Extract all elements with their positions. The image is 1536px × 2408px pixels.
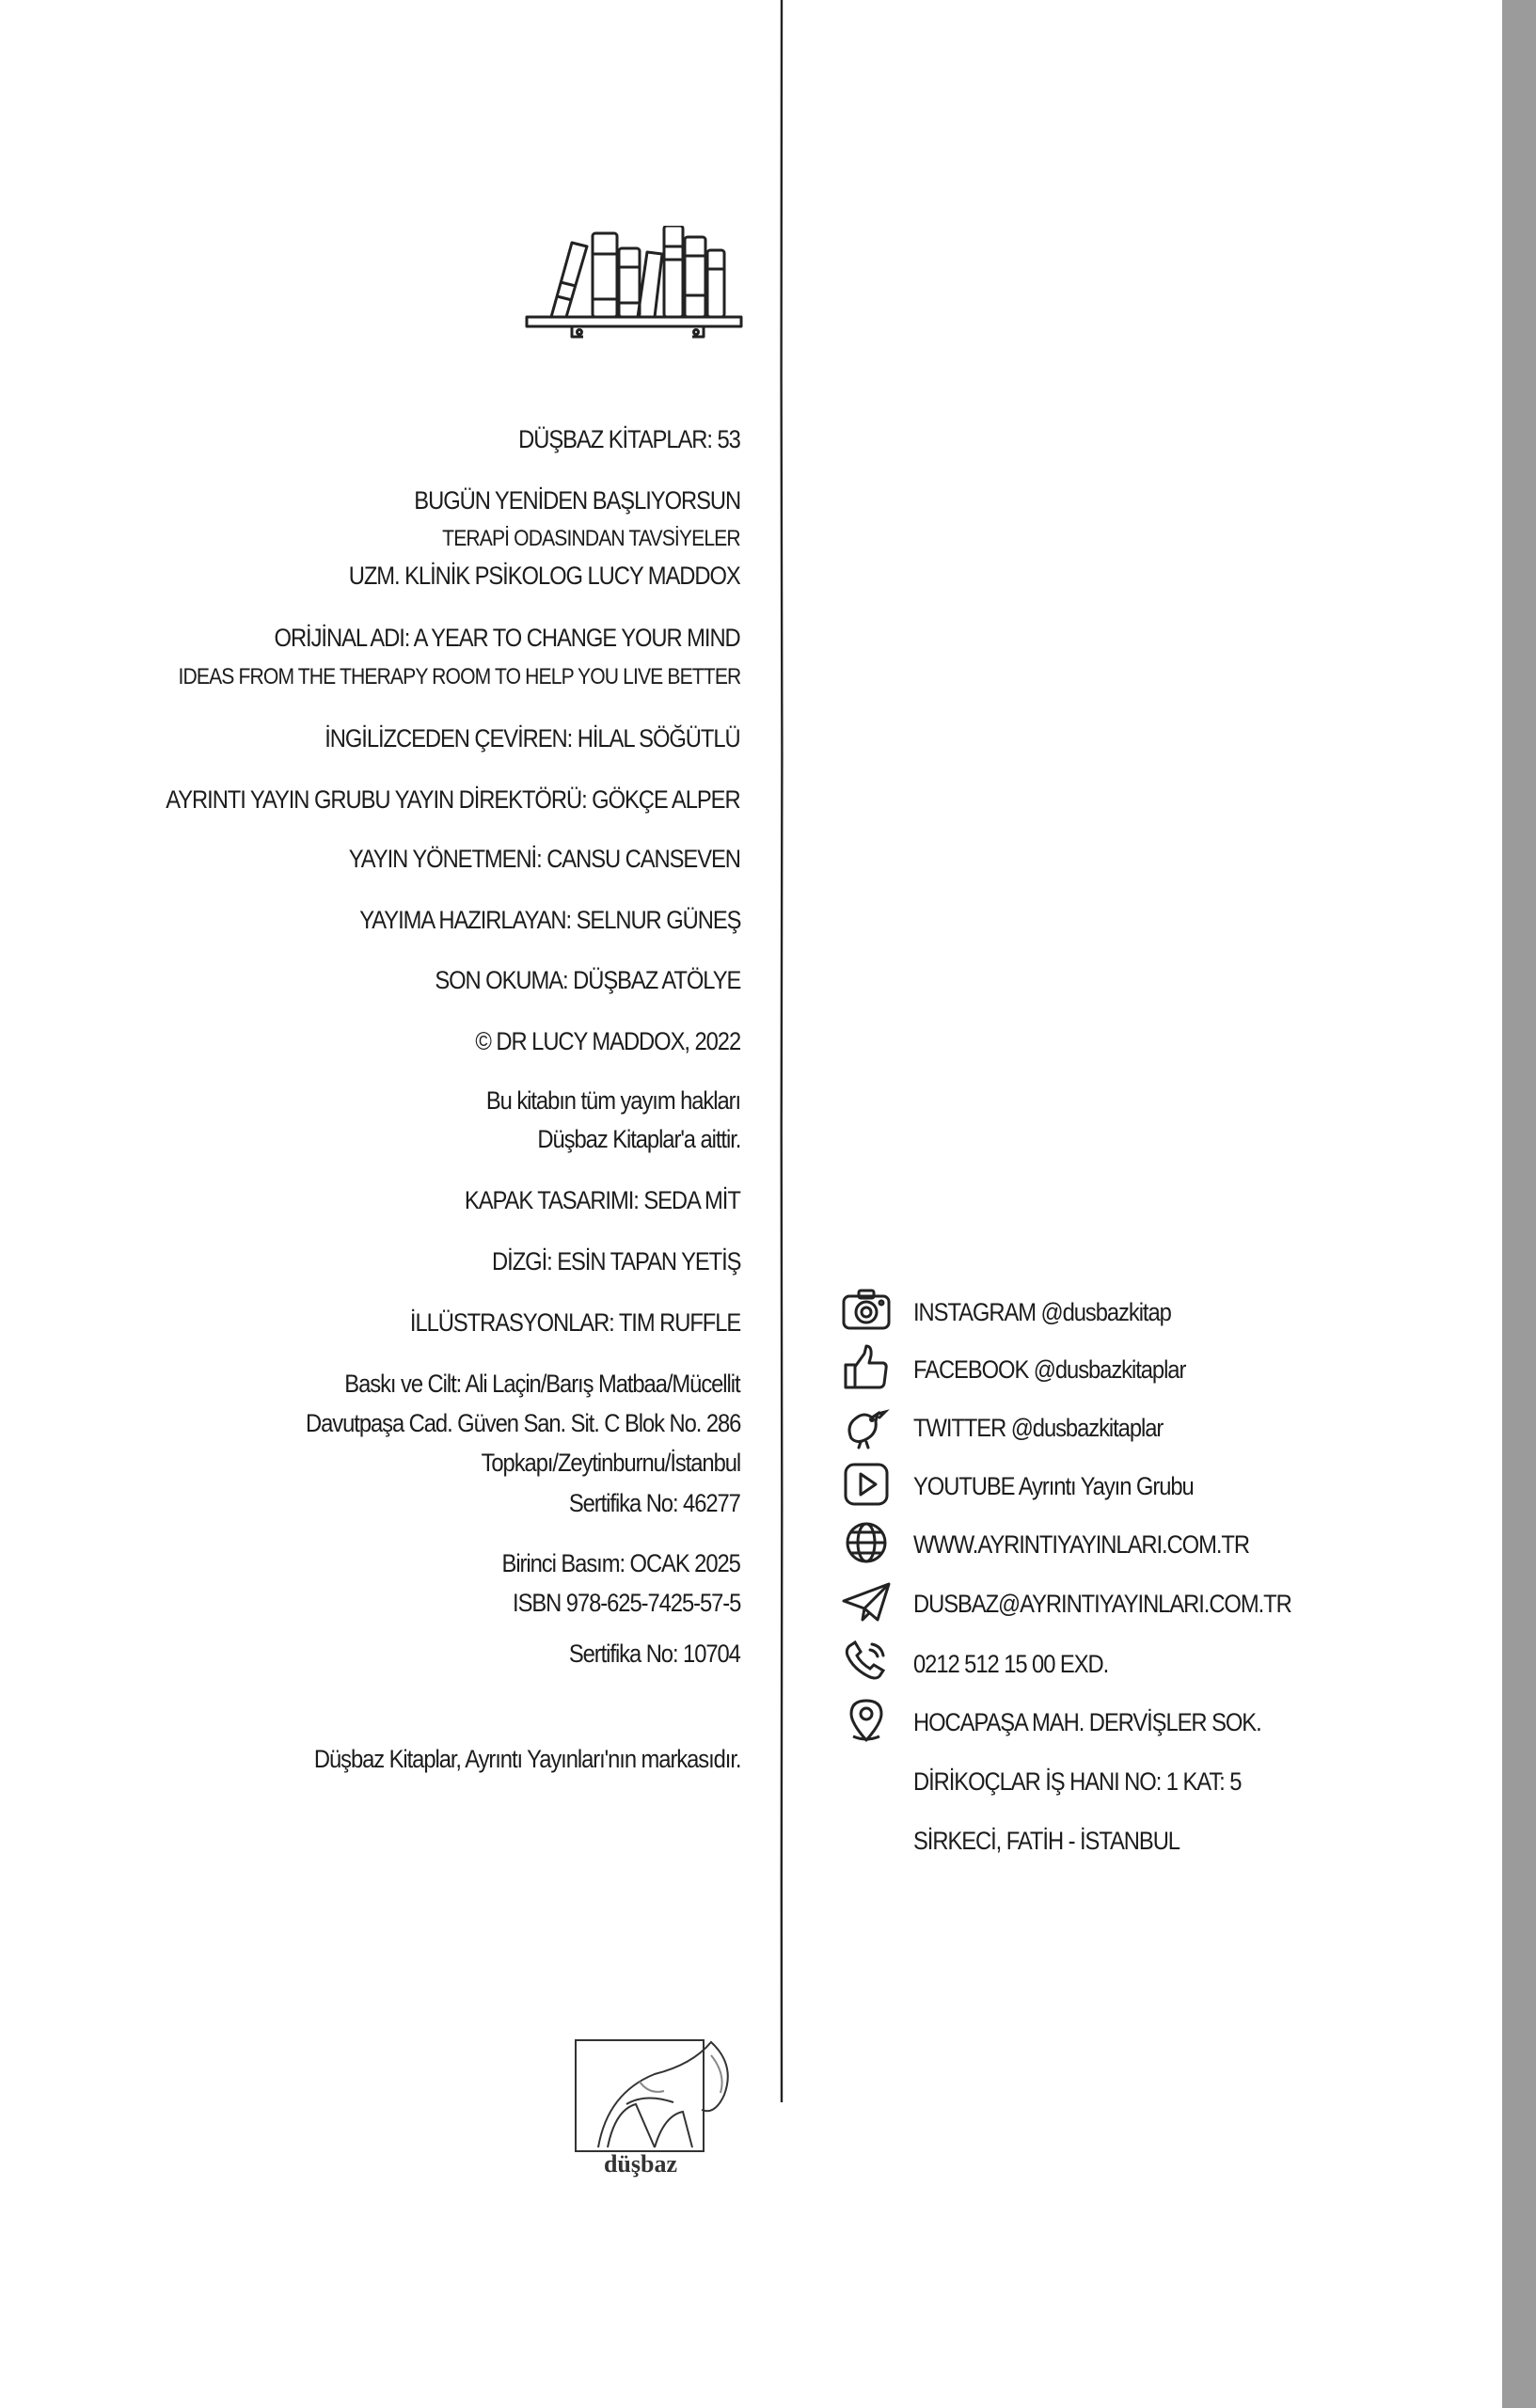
copyright-line: © DR LUCY MADDOX, 2022 bbox=[475, 1027, 740, 1055]
contact-text: FACEBOOK @dusbazkitaplar bbox=[913, 1355, 1186, 1384]
cover-design-line: KAPAK TASARIMI: SEDA MİT bbox=[465, 1186, 740, 1214]
contact-instagram[interactable] bbox=[840, 1285, 1367, 1336]
contact-text: WWW.AYRINTIYAYINLARI.COM.TR bbox=[913, 1530, 1249, 1559]
director-line: AYRINTI YAYIN GRUBU YAYIN DİREKTÖRÜ: GÖKÇE ALPER bbox=[166, 785, 740, 814]
contact-text: SİRKECİ, FATİH - İSTANBUL bbox=[913, 1827, 1180, 1855]
isbn-line: ISBN 978-625-7425-57-5 bbox=[512, 1589, 740, 1617]
certificate-line: Sertifika No: 10704 bbox=[568, 1640, 740, 1668]
editor-line: YAYIN YÖNETMENİ: CANSU CANSEVEN bbox=[348, 845, 740, 873]
contact-youtube[interactable] bbox=[840, 1459, 1367, 1510]
contact-facebook[interactable] bbox=[840, 1342, 1367, 1393]
print-line-2: Davutpaşa Cad. Güven San. Sit. C Blok No. 286 bbox=[305, 1409, 740, 1437]
contact-text: YOUTUBE Ayrıntı Yayın Grubu bbox=[913, 1472, 1194, 1500]
contact-address-2 bbox=[840, 1754, 1367, 1805]
translator-line: İNGİLİZCEDEN ÇEVİREN: HİLAL SÖĞÜTLÜ bbox=[325, 724, 740, 752]
print-line-3: Topkapı/Zeytinburnu/İstanbul bbox=[481, 1449, 740, 1477]
rights-line-2: Düşbaz Kitaplar'a aittir. bbox=[537, 1125, 740, 1153]
original-title: ORİJİNAL ADI: A YEAR TO CHANGE YOUR MIND bbox=[274, 624, 740, 652]
prepared-by-line: YAYIMA HAZIRLAYAN: SELNUR GÜNEŞ bbox=[358, 906, 740, 934]
typesetting-line: DİZGİ: ESİN TAPAN YETİŞ bbox=[491, 1247, 740, 1275]
globe-icon bbox=[840, 1517, 893, 1568]
contact-text: INSTAGRAM @dusbazkitap bbox=[913, 1298, 1171, 1326]
paper-plane-icon bbox=[840, 1576, 893, 1627]
illustrations-line: İLLÜSTRASYONLAR: TIM RUFFLE bbox=[409, 1308, 740, 1337]
proofreading-line: SON OKUMA: DÜŞBAZ ATÖLYE bbox=[435, 966, 740, 994]
contact-address-3 bbox=[840, 1814, 1367, 1864]
contact-text: DİRİKOÇLAR İŞ HANI NO: 1 KAT: 5 bbox=[913, 1767, 1242, 1796]
brand-note: Düşbaz Kitaplar, Ayrıntı Yayınları'nın markasıdır. bbox=[313, 1745, 740, 1773]
contact-address-1 bbox=[840, 1695, 1367, 1746]
print-line-4: Sertifika No: 46277 bbox=[568, 1489, 740, 1517]
play-icon bbox=[840, 1459, 893, 1510]
contact-text: 0212 512 15 00 EXD. bbox=[913, 1650, 1109, 1678]
camera-icon bbox=[840, 1285, 893, 1336]
thumbs-up-icon bbox=[840, 1342, 893, 1393]
contact-email[interactable] bbox=[840, 1576, 1367, 1627]
series-number: DÜŞBAZ KİTAPLAR: 53 bbox=[518, 425, 740, 453]
bird-icon bbox=[840, 1401, 893, 1451]
page-edge-band bbox=[1502, 0, 1536, 2408]
contact-text: TWITTER @dusbazkitaplar bbox=[913, 1414, 1164, 1442]
phone-icon bbox=[840, 1637, 893, 1687]
contact-text: DUSBAZ@AYRINTIYAYINLARI.COM.TR bbox=[913, 1590, 1291, 1618]
original-subtitle: IDEAS FROM THE THERAPY ROOM TO HELP YOU LIVE BETTER bbox=[178, 664, 740, 689]
first-edition-line: Birinci Basım: OCAK 2025 bbox=[501, 1549, 740, 1577]
book-title: BUGÜN YENİDEN BAŞLIYORSUN bbox=[414, 486, 740, 515]
contact-twitter[interactable] bbox=[840, 1401, 1367, 1451]
contact-website[interactable] bbox=[840, 1517, 1367, 1568]
location-pin-icon bbox=[840, 1695, 893, 1746]
book-subtitle: TERAPİ ODASINDAN TAVSİYELER bbox=[442, 526, 740, 551]
contact-text: HOCAPAŞA MAH. DERVİŞLER SOK. bbox=[913, 1708, 1261, 1736]
bookshelf-icon bbox=[525, 226, 745, 350]
contact-phone[interactable] bbox=[840, 1637, 1367, 1687]
logo-wordmark: düşbaz bbox=[603, 2150, 678, 2178]
center-divider-line bbox=[780, 0, 784, 2102]
print-line-1: Baskı ve Cilt: Ali Laçin/Barış Matbaa/Mücellit bbox=[344, 1370, 740, 1398]
author-line: UZM. KLİNİK PSİKOLOG LUCY MADDOX bbox=[349, 562, 740, 590]
rights-line-1: Bu kitabın tüm yayım hakları bbox=[485, 1086, 740, 1115]
dusbaz-logo bbox=[570, 2036, 739, 2178]
